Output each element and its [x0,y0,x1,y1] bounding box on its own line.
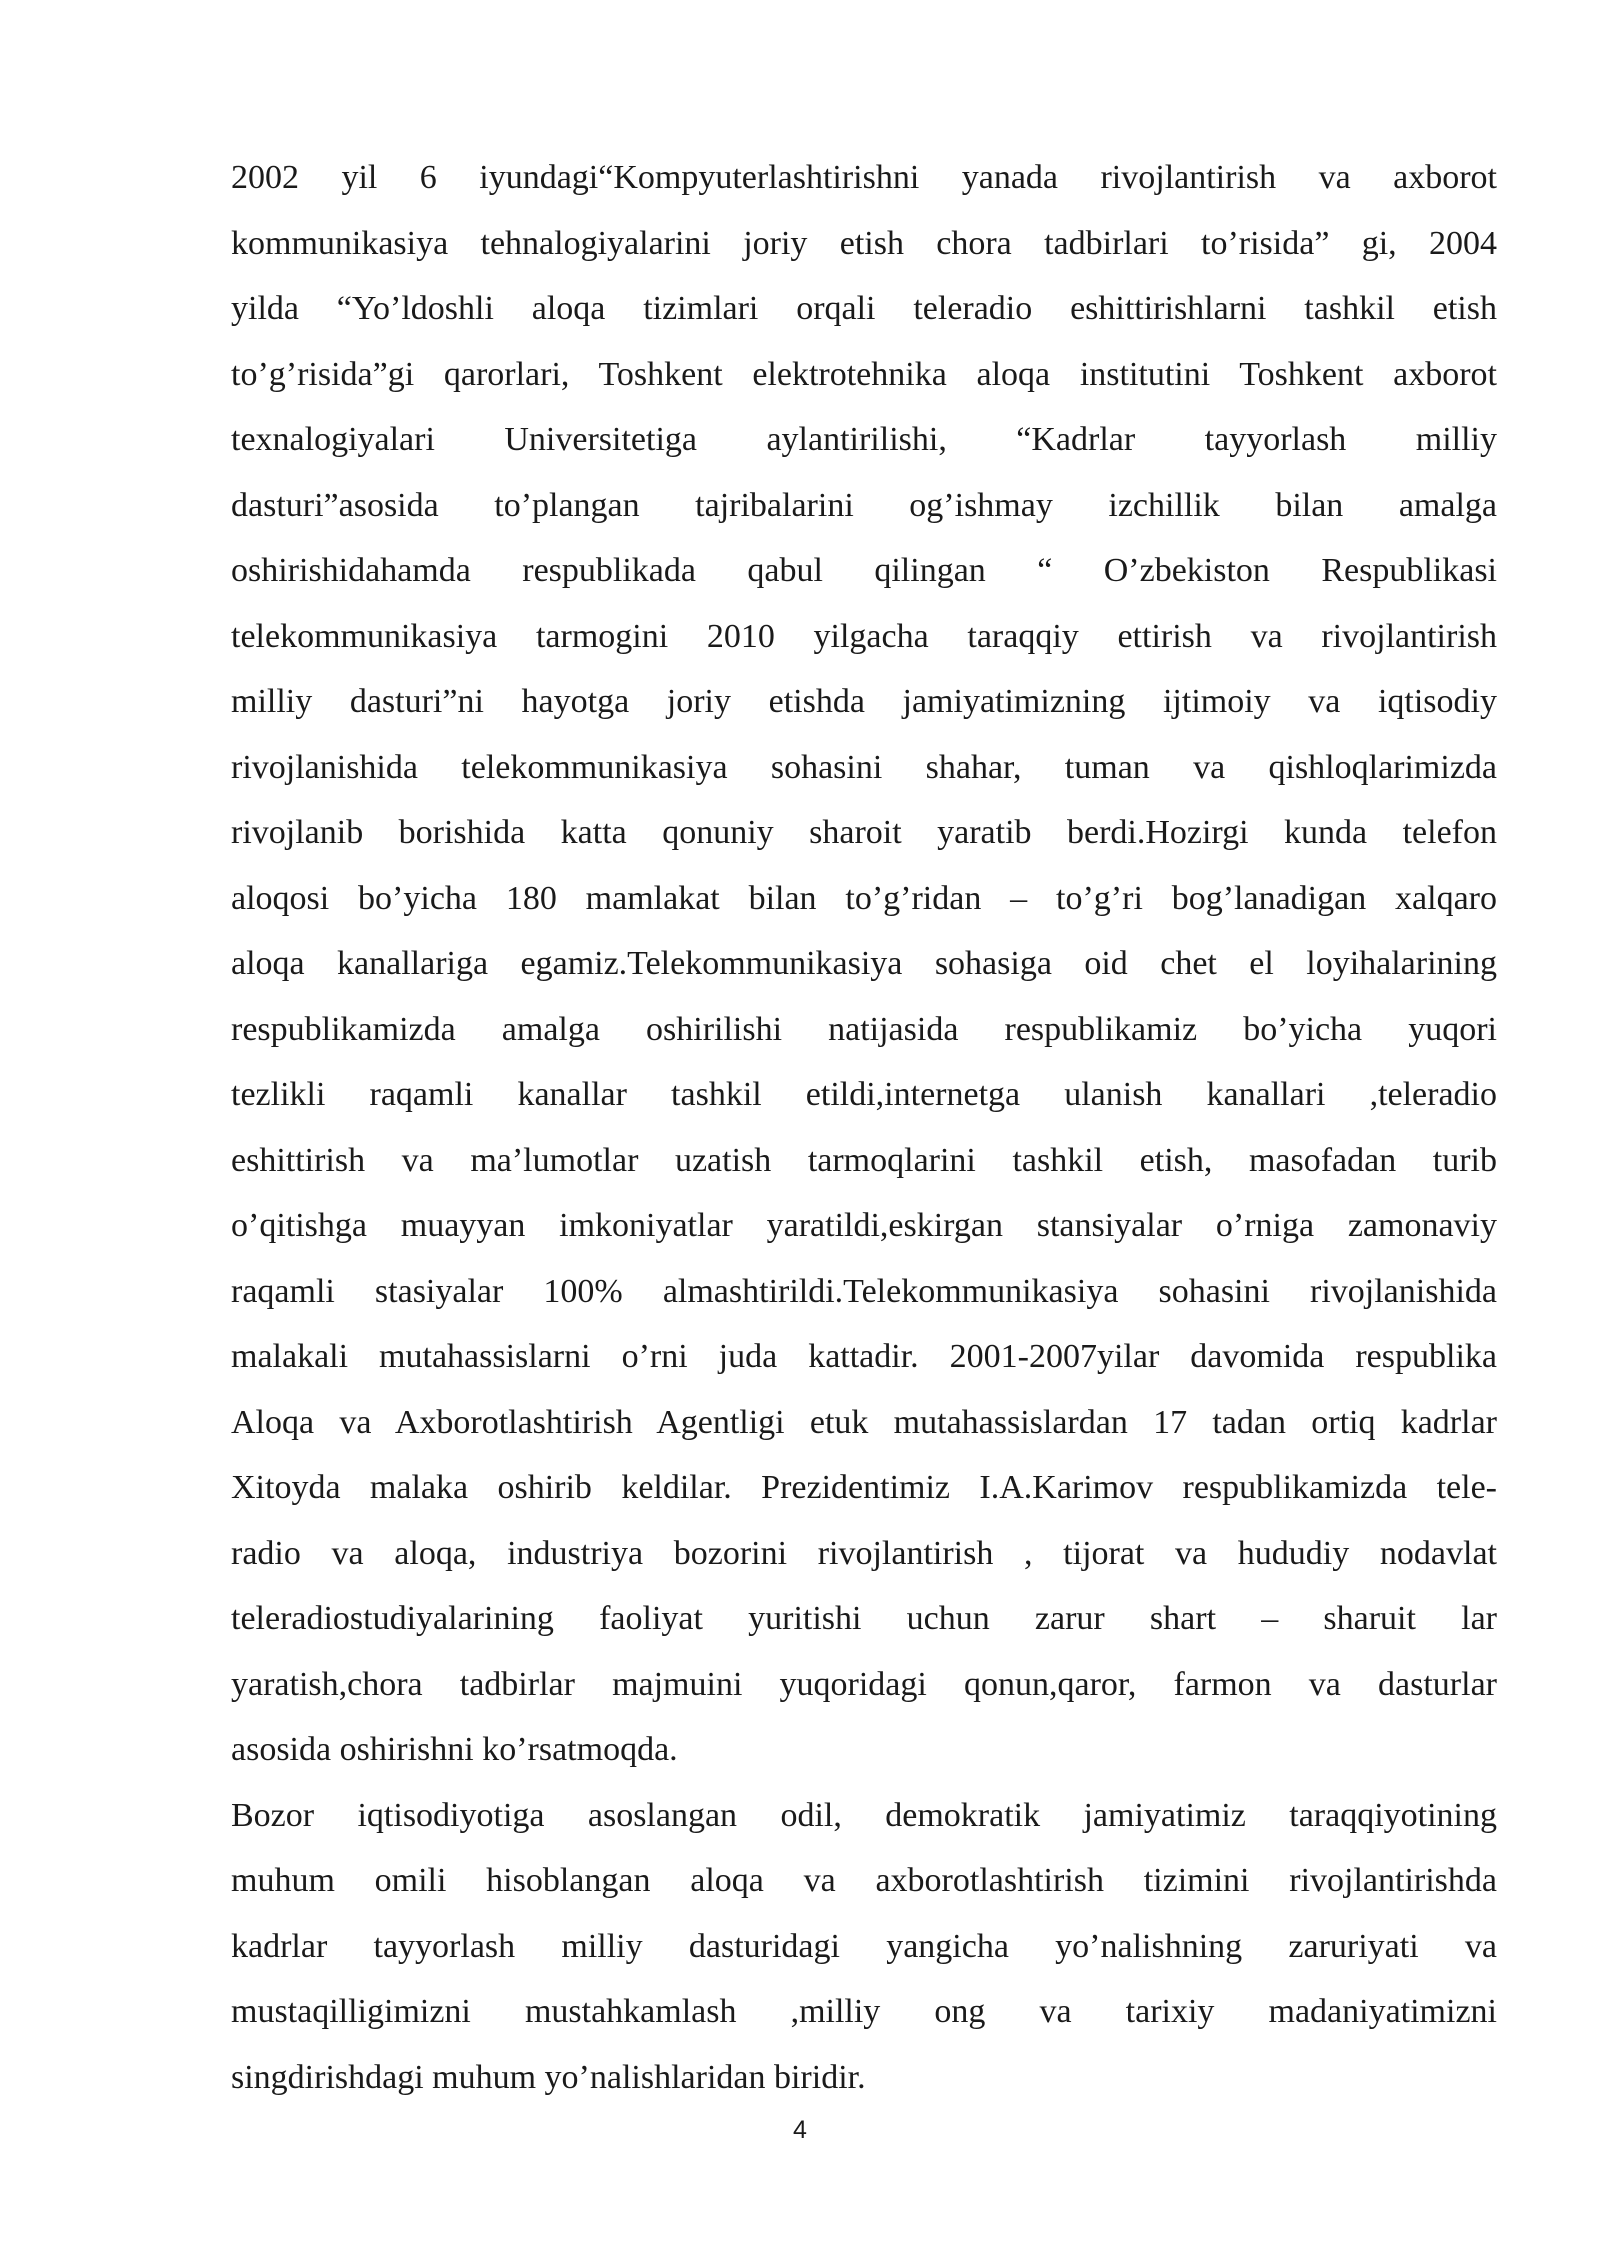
text-line: Xitoyda malaka oshirib keldilar. Prezidentimiz I.A.Karimov respublikamizda tele- [231,1469,1497,1506]
paragraph-1 [231,145,1497,1783]
text-line: singdirishdagi muhum yo’nalishlaridan biridir. [231,2058,866,2096]
text-line: o’qitishga muayyan imkoniyatlar yaratildi,eskirgan stansiyalar o’rniga zamonaviy [231,1207,1497,1244]
text-line: aloqosi bo’yicha 180 mamlakat bilan to’g’ridan – to’g’ri bog’lanadigan xalqaro [231,879,1497,917]
page-number: 4 [793,2116,807,2144]
text-line: milliy dasturi”ni hayotga joriy etishda jamiyatimizning ijtimoiy va iqtisodiy [231,683,1497,720]
text-line: texnalogiyalari Universitetiga aylantirilishi, “Kadrlar tayyorlash milliy [231,421,1497,458]
text-line: respublikamizda amalga oshirilishi natijasida respublikamiz bo’yicha yuqori [231,1010,1497,1048]
text-line: kadrlar tayyorlash milliy dasturidagi yangicha yo’nalishning zaruriyati va [231,1927,1497,1965]
document-body [231,145,1497,2110]
text-line: to’g’risida”gi qarorlari, Toshkent elektrotehnika aloqa institutini Toshkent axborot [231,355,1497,393]
text-line: yilda “Yo’ldoshli aloqa tizimlari orqali teleradio eshittirishlarni tashkil etish [231,290,1497,327]
text-line: telekommunikasiya tarmogini 2010 yilgacha taraqqiy ettirish va rivojlantirish [231,617,1497,655]
text-line: asosida oshirishni ko’rsatmoqda. [231,1731,678,1768]
text-line: yaratish,chora tadbirlar majmuini yuqoridagi qonun,qaror, farmon va dasturlar [231,1665,1497,1703]
text-line: eshittirish va ma’lumotlar uzatish tarmoqlarini tashkil etish, masofadan turib [231,1141,1497,1179]
text-line: rivojlanib borishida katta qonuniy sharoit yaratib berdi.Hozirgi kunda telefon [231,814,1497,851]
text-line: raqamli stasiyalar 100% almashtirildi.Telekommunikasiya sohasini rivojlanishida [231,1272,1497,1310]
text-line: malakali mutahassislarni o’rni juda kattadir. 2001-2007yilar davomida respublika [231,1338,1497,1375]
text-line: teleradiostudiyalarining faoliyat yuritishi uchun zarur shart – sharuit lar [231,1600,1497,1637]
paragraph-2 [231,1783,1497,2111]
text-line: oshirishidahamda respublikada qabul qilingan “ O’zbekiston Respublikasi [231,552,1497,589]
text-line: tezlikli raqamli kanallar tashkil etildi,internetga ulanish kanallari ,teleradio [231,1076,1497,1113]
text-line: muhum omili hisoblangan aloqa va axborotlashtirish tizimini rivojlantirishda [231,1862,1497,1899]
text-line: 2002 yil 6 iyundagi“Kompyuterlashtirishni yanada rivojlantirish va axborot [231,159,1497,196]
text-line: aloqa kanallariga egamiz.Telekommunikasiya sohasiga oid chet el loyihalarining [231,945,1497,982]
text-line: kommunikasiya tehnalogiyalarini joriy etish chora tadbirlari to’risida” gi, 2004 [231,224,1497,262]
text-line: dasturi”asosida to’plangan tajribalarini og’ishmay izchillik bilan amalga [231,486,1497,524]
text-line: Bozor iqtisodiyotiga asoslangan odil, demokratik jamiyatimiz taraqqiyotining [231,1796,1497,1834]
text-line: mustaqilligimizni mustahkamlash ,milliy ong va tarixiy madaniyatimizni [231,1993,1497,2030]
text-line: rivojlanishida telekommunikasiya sohasini shahar, tuman va qishloqlarimizda [231,748,1497,786]
text-line: radio va aloqa, industriya bozorini rivojlantirish , tijorat va hududiy nodavlat [231,1534,1497,1572]
text-line: Aloqa va Axborotlashtirish Agentligi etuk mutahassislardan 17 tadan ortiq kadrlar [231,1403,1497,1441]
